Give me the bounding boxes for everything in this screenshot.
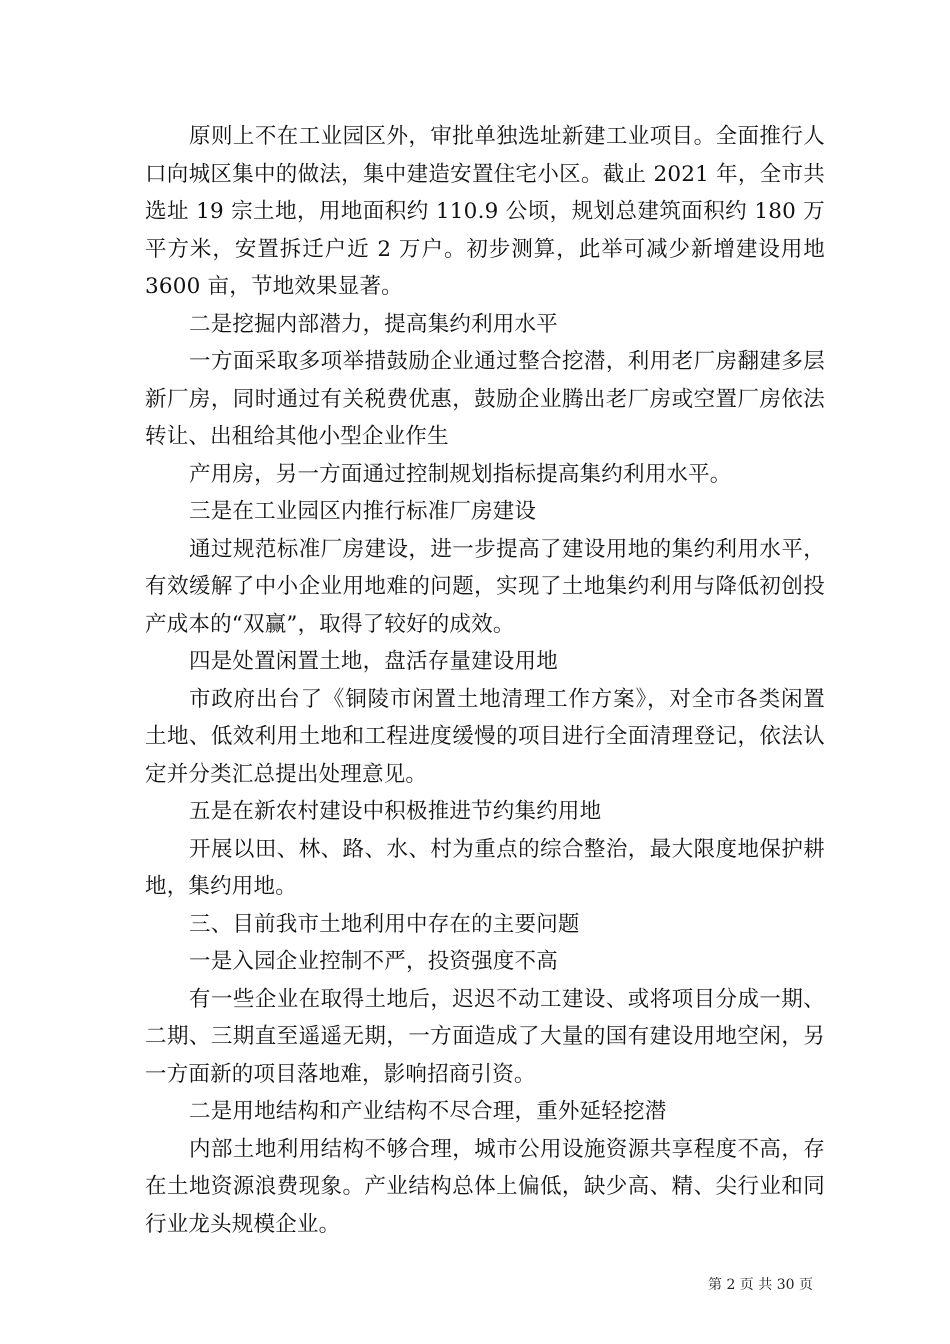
heading-idle-land: 四是处置闲置土地，盘活存量建设用地	[189, 649, 558, 674]
paragraph-old-factory-rebuild: 一方面采取多项举措鼓励企业通过整合挖潜，利用老厂房翻建多层新厂房，同时通过有关税费优惠，鼓励企业腾出老厂房或空置厂房依法转让、出租给其他小型企业作生	[145, 349, 825, 449]
heading-new-rural: 五是在新农村建设中积极推进节约集约用地	[189, 799, 602, 824]
page-number-footer: 第 2 页 共 30 页	[708, 1277, 813, 1293]
heading-land-structure: 二是用地结构和产业结构不尽合理，重外延轻挖潜	[189, 1099, 667, 1124]
paragraph-resettlement-summary: 原则上不在工业园区外，审批单独选址新建工业项目。全面推行人口向城区集中的做法，集中建造安置住宅小区。截止 2021 年，全市共选址 19 宗土地，用地面积约 110.9 公顷，规划总建筑面积约 180 万平方米，安置拆迁户近 2 万户。初步测算，此举可减少新增建设用地 3600 亩，节地效果显著。	[145, 124, 825, 299]
paragraph-enterprise-control: 有一些企业在取得土地后，迟迟不动工建设、或将项目分成一期、二期、三期直至遥遥无期，一方面造成了大量的国有建设用地空闲，另一方面新的项目落地难，影响招商引资。	[145, 986, 825, 1087]
heading-tap-internal-potential: 二是挖掘内部潜力，提高集约利用水平	[189, 311, 558, 337]
heading-standard-factory: 三是在工业园区内推行标准厂房建设	[189, 499, 537, 524]
paragraph-standard-factory: 通过规范标准厂房建设，进一步提高了建设用地的集约利用水平，有效缓解了中小企业用地难的问题，实现了土地集约利用与降低初创投产成本的“双赢”，取得了较好的成效。	[145, 536, 825, 637]
paragraph-idle-land: 市政府出台了《铜陵市闲置土地清理工作方案》，对全市各类闲置土地、低效利用土地和工程进度缓慢的项目进行全面清理登记，依法认定并分类汇总提出处理意见。	[145, 686, 825, 787]
heading-section-three: 三、目前我市土地利用中存在的主要问题	[189, 911, 580, 937]
heading-enterprise-control: 一是入园企业控制不严，投资强度不高	[189, 949, 558, 974]
document-body	[145, 118, 825, 1243]
paragraph-land-structure: 内部土地利用结构不够合理，城市公用设施资源共享程度不高，存在土地资源浪费现象。产业结构总体上偏低，缺少高、精、尖行业和同行业龙头规模企业。	[145, 1136, 825, 1237]
paragraph-new-rural: 开展以田、林、路、水、村为重点的综合整治，最大限度地保护耕地，集约用地。	[145, 836, 825, 899]
paragraph-planning-indicators: 产用房，另一方面通过控制规划指标提高集约利用水平。	[189, 461, 732, 487]
